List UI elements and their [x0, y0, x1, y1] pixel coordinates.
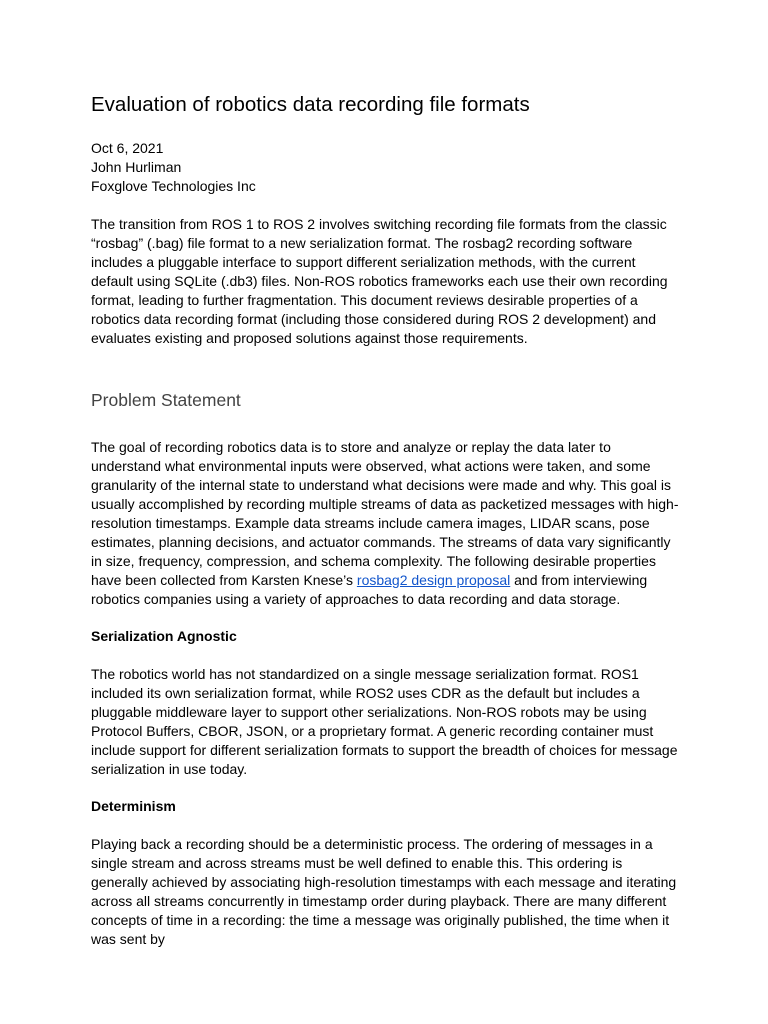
problem-statement-text-before-link: The goal of recording robotics data is to store and analyze or replay the data later to understand what environmental inputs were observed, what actions were taken, and some granularity of the internal state to understand what decisions were made and why. This goal is usually accomplished by recording multiple streams of data as packetized messages with high-resolution timestamps. Example data streams include camera images, LIDAR scans, pose estimates, planning decisions, and actuator commands. The streams of data vary significantly in size, frequency, compression, and schema complexity. The following desirable properties have been collected from Karsten Knese’s	[91, 439, 679, 588]
document-meta	[91, 139, 681, 196]
problem-statement-paragraph	[91, 438, 681, 609]
problem-statement-text-after-link: and from interviewing robotics companies using a variety of approaches to data recording and data storage.	[91, 572, 648, 607]
rosbag2-design-proposal-link[interactable]: rosbag2 design proposal	[356, 572, 511, 588]
document-author: John Hurliman	[91, 159, 182, 175]
document-organization: Foxglove Technologies Inc	[91, 178, 256, 194]
document-body	[91, 92, 681, 949]
subheading-determinism: Determinism	[91, 798, 176, 814]
determinism-paragraph: Playing back a recording should be a deterministic process. The ordering of messages in a single stream and across streams must be well defined to enable this. This ordering is generally achieved by associating high-resolution timestamps with each message and iterating across all streams concurrently in timestamp order during playback. There are many different concepts of time in a recording: the time a message was originally published, the time when it was sent by	[91, 836, 677, 947]
document-title: Evaluation of robotics data recording file formats	[91, 93, 530, 116]
serialization-agnostic-paragraph: The robotics world has not standardized on a single message serialization format. ROS1 included its own serialization format, while ROS2 uses CDR as the default but includes a pluggable middleware layer to support other serializations. Non-ROS robots may be using Protocol Buffers, CBOR, JSON, or a proprietary format. A generic recording container must include support for different serialization formats to support the breadth of choices for message serialization in use today.	[91, 666, 678, 777]
intro-paragraph: The transition from ROS 1 to ROS 2 involves switching recording file formats from the classic “rosbag” (.bag) file format to a new serialization format. The rosbag2 recording software includes a pluggable interface to support different serialization methods, with the current default using SQLite (.db3) files. Non-ROS robotics frameworks each use their own recording format, leading to further fragmentation. This document reviews desirable properties of a robotics data recording format (including those considered during ROS 2 development) and evaluates existing and proposed solutions against those requirements.	[91, 216, 668, 346]
subheading-serialization-agnostic: Serialization Agnostic	[91, 628, 237, 644]
section-heading-problem-statement: Problem Statement	[91, 390, 241, 410]
document-date: Oct 6, 2021	[91, 140, 164, 156]
